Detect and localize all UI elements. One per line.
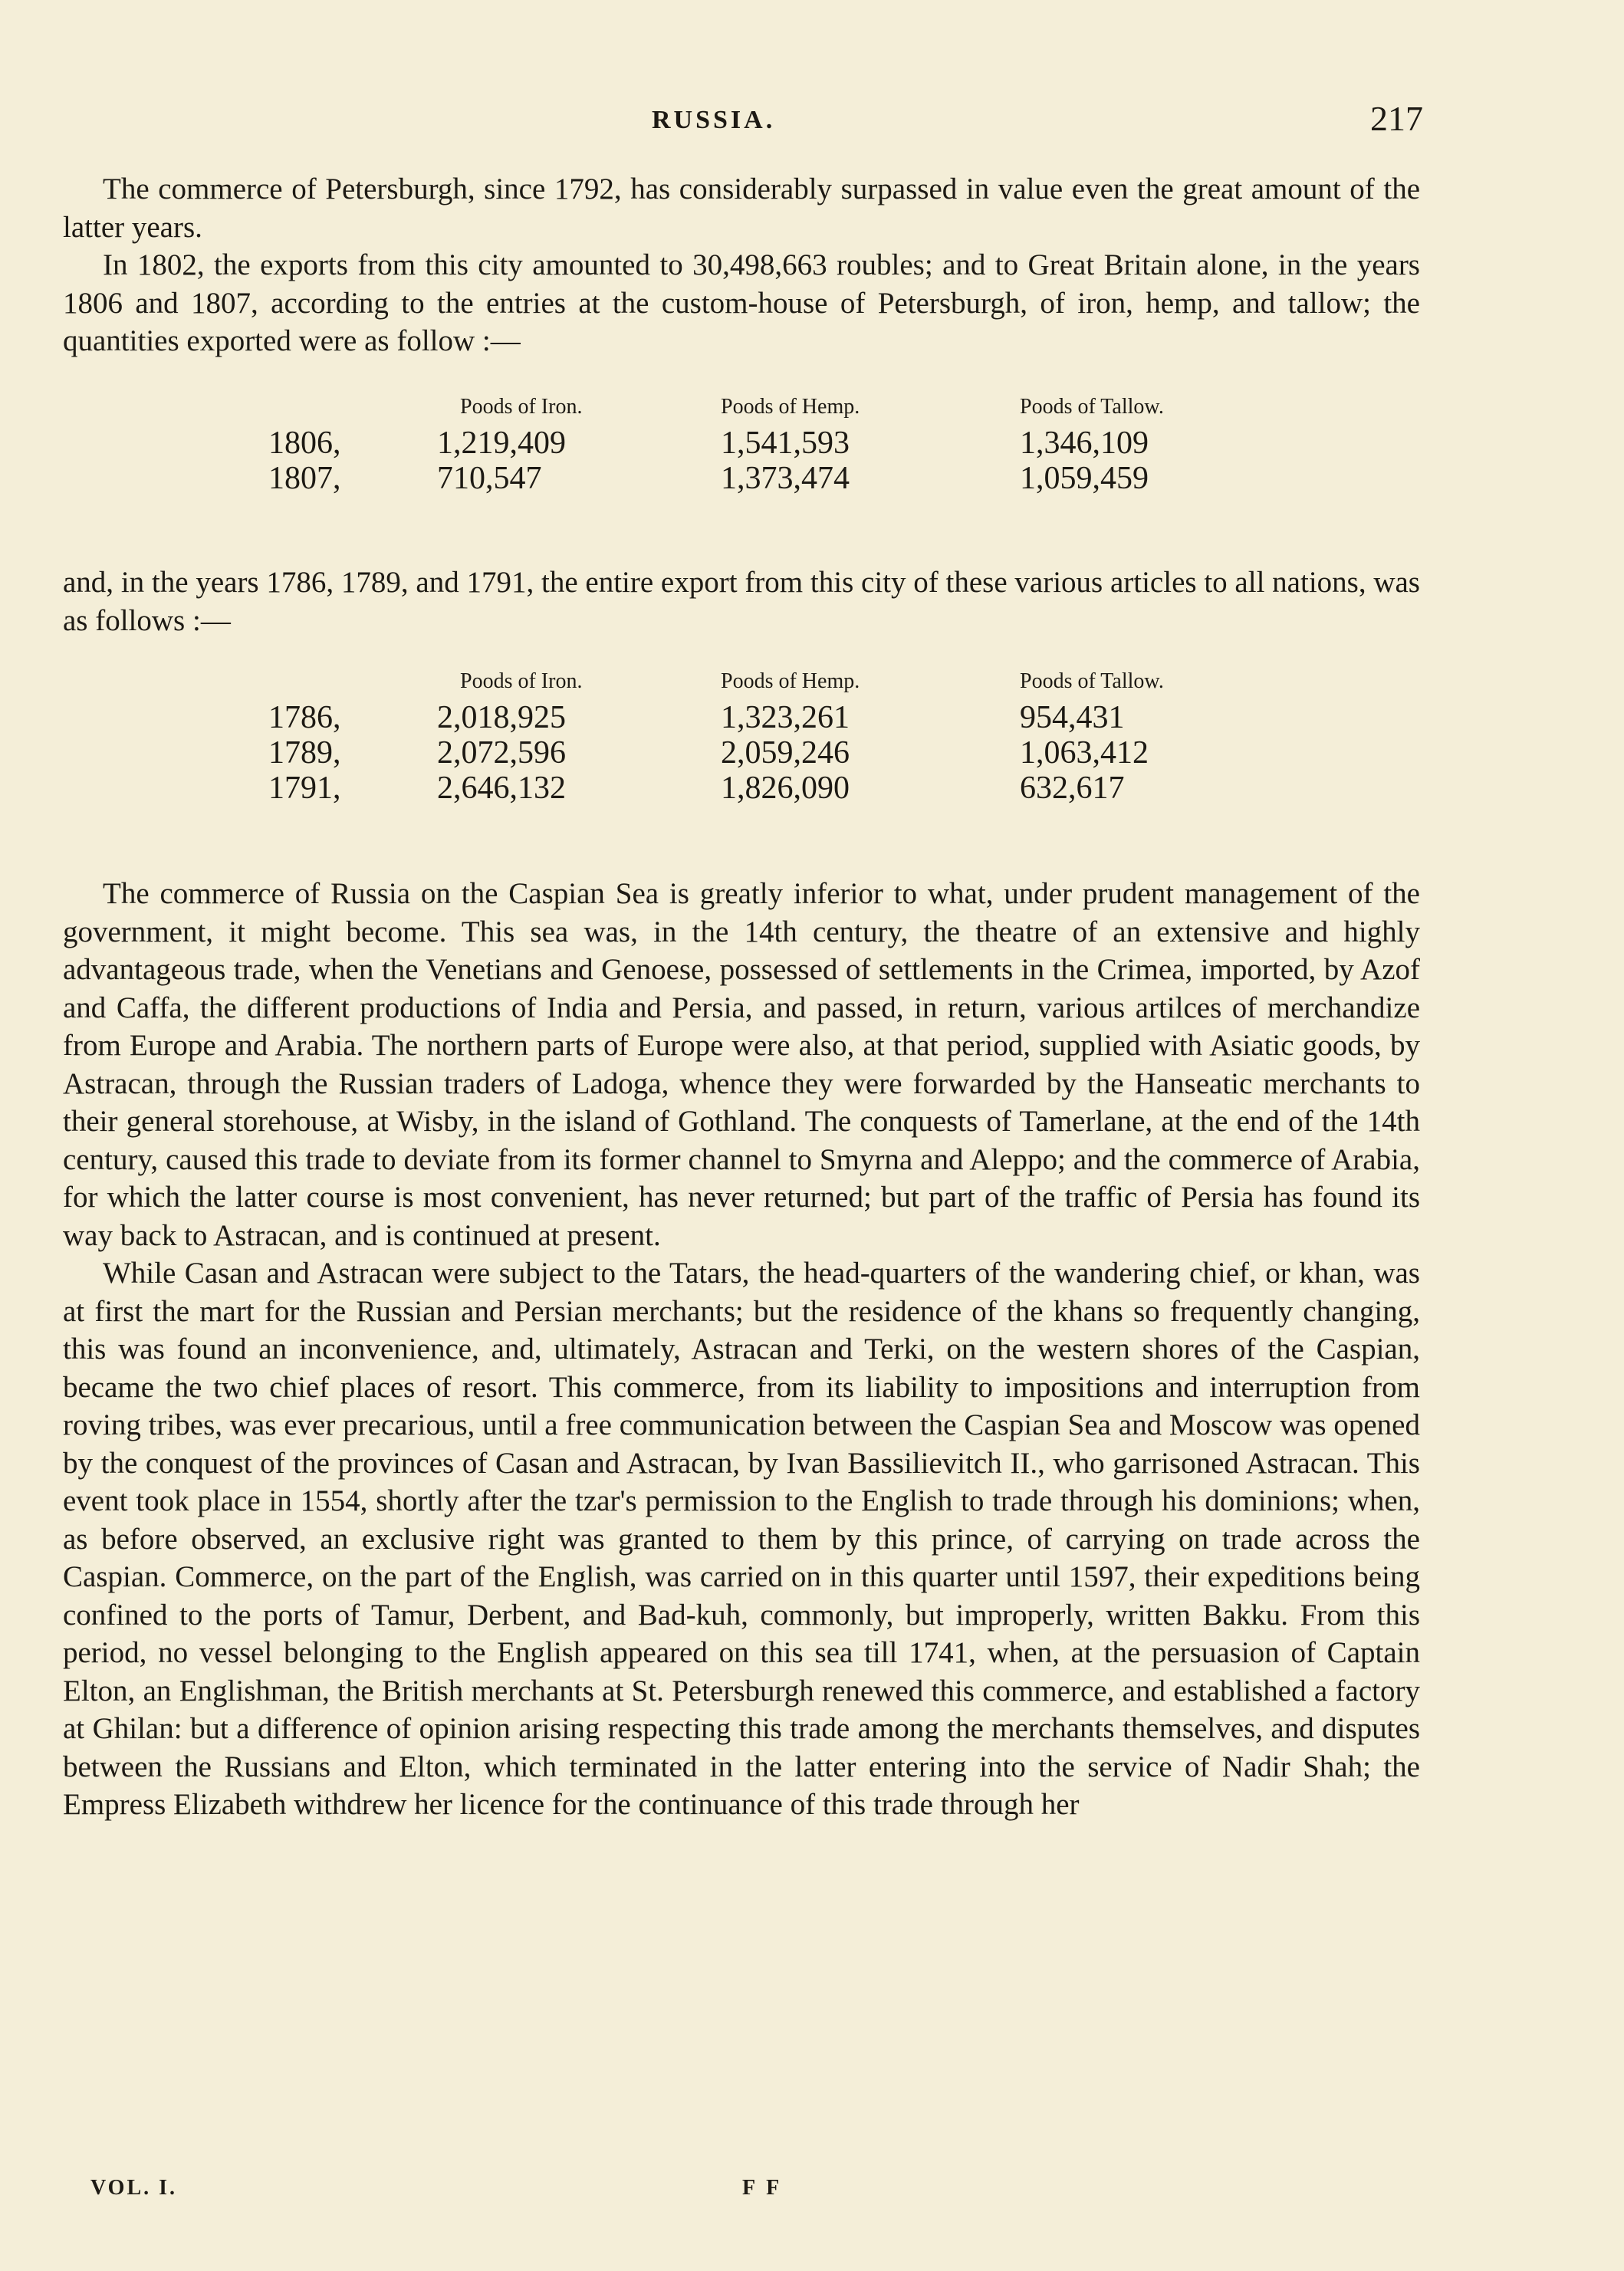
header-iron: Poods of Iron.: [460, 669, 583, 693]
paragraph-4: The commerce of Russia on the Caspian Sea is greatly inferior to what, under prudent management of the government, it might become. This sea was, in the 14th century, the theatre of an extensive and highly advantageous trade, when the Venetians and Genoese, possessed of settlements in the Crimea, imported, by Azof and Caffa, the different productions of India and Persia, and passed, in return, various artilces of merchandize from Europe and Arabia. The northern parts of Europe were also, at that period, supplied with Asiatic goods, by Astracan, through the Russian traders of Ladoga, whence they were forwarded by the Hanseatic merchants to their general storehouse, at Wisby, in the island of Gothland. The conquests of Tamerlane, at the end of the 14th century, caused this trade to deviate from its former channel to Smyrna and Aleppo; and the commerce of Arabia, for which the latter course is most convenient, has never returned; but part of the traffic of Persia has found its way back to Astracan, and is continued at present.: [63, 877, 1420, 1252]
main-text: [63, 875, 1420, 1824]
page-number: 217: [1370, 99, 1423, 138]
cell-year: 1807,: [268, 461, 341, 496]
table-row: [268, 700, 1265, 735]
cell-hemp: 1,826,090: [721, 771, 850, 806]
volume-marker: VOL. I.: [90, 2176, 178, 2200]
cell-iron: 2,018,925: [437, 700, 566, 735]
cell-tallow: 1,059,459: [1020, 461, 1149, 496]
paragraph-1: The commerce of Petersburgh, since 1792, has considerably surpassed in value even the great amount of the latter years.: [63, 173, 1420, 244]
cell-tallow: 632,617: [1020, 771, 1125, 806]
cell-year: 1789,: [268, 735, 341, 771]
header-hemp: Poods of Hemp.: [721, 669, 860, 693]
cell-year: 1791,: [268, 771, 341, 806]
table-header: [268, 395, 1265, 426]
table-row: [268, 461, 1265, 496]
export-table-1806-1807: [268, 395, 1265, 496]
cell-iron: 2,072,596: [437, 735, 566, 771]
middle-text: [63, 564, 1420, 639]
table-header: [268, 669, 1265, 700]
header-tallow: Poods of Tallow.: [1020, 395, 1164, 419]
header-hemp: Poods of Hemp.: [721, 395, 860, 419]
opening-text: [63, 170, 1420, 360]
cell-year: 1786,: [268, 700, 341, 735]
export-table-1786-1791: [268, 669, 1265, 806]
paragraph-2: In 1802, the exports from this city amounted to 30,498,663 roubles; and to Great Britain alone, in the years 1806 and 1807, according to the entries at the custom-house of Petersburgh, of iron, hemp, and tallow; the quantities exported were as follow :—: [63, 248, 1420, 357]
table-row: [268, 735, 1265, 771]
cell-iron: 710,547: [437, 461, 542, 496]
signature-mark: F F: [742, 2176, 783, 2200]
cell-hemp: 1,541,593: [721, 426, 850, 461]
cell-hemp: 1,323,261: [721, 700, 850, 735]
cell-hemp: 2,059,246: [721, 735, 850, 771]
cell-iron: 2,646,132: [437, 771, 566, 806]
cell-hemp: 1,373,474: [721, 461, 850, 496]
cell-iron: 1,219,409: [437, 426, 566, 461]
table-row: [268, 426, 1265, 461]
cell-tallow: 1,063,412: [1020, 735, 1149, 771]
header-year: [268, 395, 437, 426]
cell-tallow: 1,346,109: [1020, 426, 1149, 461]
running-title: RUSSIA.: [652, 106, 776, 134]
header-tallow: Poods of Tallow.: [1020, 669, 1164, 693]
paragraph-5: While Casan and Astracan were subject to the Tatars, the head-quarters of the wandering chief, or khan, was at first the mart for the Russian and Persian merchants; but the residence of the khans so frequently changing, this was found an inconvenience, and, ultimately, Astracan and Terki, on the western shores of the Caspian, became the two chief places of resort. This commerce, from its liability to impositions and interruption from roving tribes, was ever precarious, until a free communication between the Caspian Sea and Moscow was opened by the conquest of the provinces of Casan and Astracan, by Ivan Bassilievitch II., who garrisoned Astracan. This event took place in 1554, shortly after the tzar's permission to the English to trade through his dominions; when, as before observed, an exclusive right was granted to them by this prince, of carrying on trade across the Caspian. Commerce, on the part of the English, was carried on in this quarter until 1597, their expeditions being confined to the ports of Tamur, Derbent, and Bad-kuh, commonly, but improperly, written Bakku. From this period, no vessel belonging to the English appeared on this sea till 1741, when, at the persuasion of Captain Elton, an Englishman, the British merchants at St. Petersburgh renewed this commerce, and established a factory at Ghilan: but a difference of opinion arising respecting this trade among the merchants themselves, and disputes between the Russians and Elton, which terminated in the latter entering into the service of Nadir Shah; the Empress Elizabeth withdrew her licence for the continuance of this trade through her: [63, 1257, 1420, 1821]
table-row: [268, 771, 1265, 806]
cell-tallow: 954,431: [1020, 700, 1125, 735]
cell-year: 1806,: [268, 426, 341, 461]
paragraph-3: and, in the years 1786, 1789, and 1791, the entire export from this city of these various articles to all nations, was as follows :—: [63, 566, 1420, 637]
header-year: [268, 669, 437, 700]
header-iron: Poods of Iron.: [460, 395, 583, 419]
